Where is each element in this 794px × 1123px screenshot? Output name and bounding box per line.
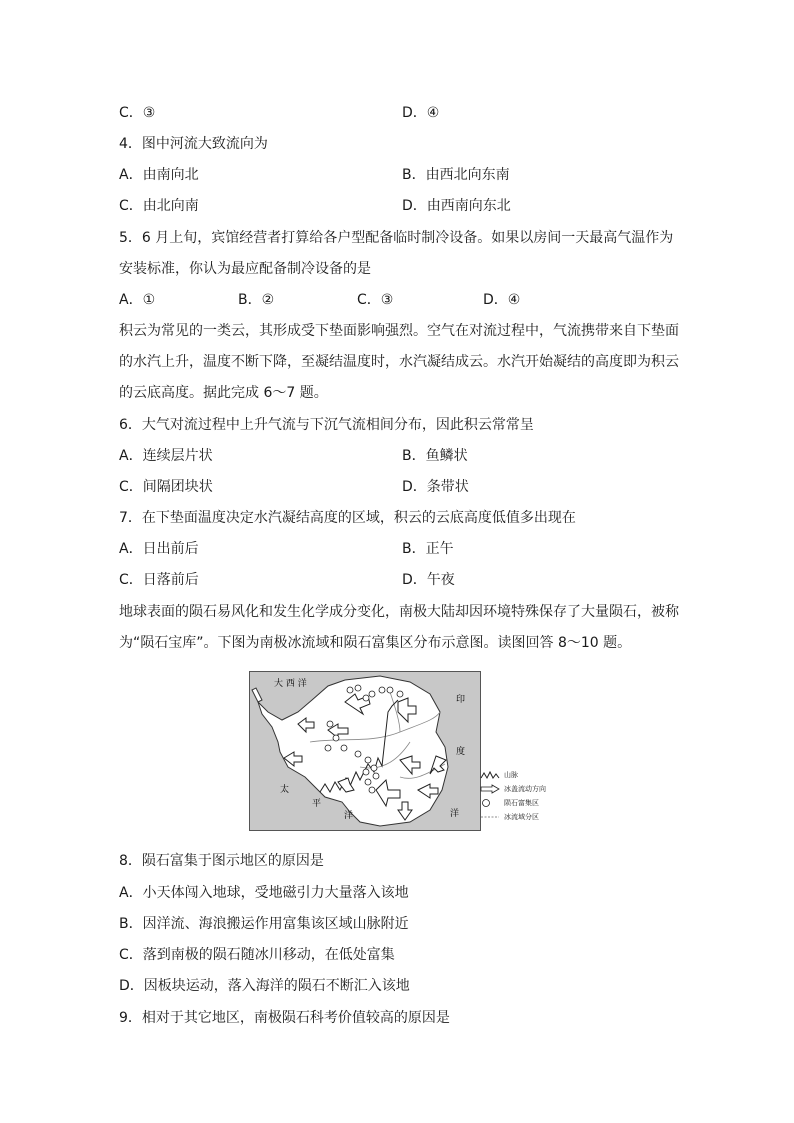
q3-option-d: D．④ [402,105,440,121]
label-pacific-2: 平 [312,799,322,809]
q8-option-c: C．落到南极的陨石随冰川移动，在低处富集 [119,947,395,963]
label-indian-3: 洋 [450,809,460,819]
q5-option-a: A．① [119,292,156,308]
legend-meteorite [480,798,539,808]
q3-option-c: C．③ [119,105,156,121]
label-pacific-1: 太 [280,785,290,795]
legend-basin-label: 冰流域分区 [504,813,539,821]
q6-option-d: D．条带状 [402,479,469,495]
label-indian-1: 印 [456,695,466,705]
passage2-line1: 地球表面的陨石易风化和发生化学成分变化，南极大陆却因环境特殊保存了大量陨石，被称 [119,604,679,620]
q5-option-d: D．④ [483,292,521,308]
dashed-line-icon [480,812,500,822]
antarctica-map-figure [249,671,481,831]
legend-basin [480,812,539,822]
q5-option-b: B．② [238,292,275,308]
q8-stem: 8．陨石富集于图示地区的原因是 [119,853,324,869]
q6-stem: 6．大气对流过程中上升气流与下沉气流相间分布，因此积云常常呈 [119,417,534,433]
passage1-line1: 积云为常见的一类云，其形成受下垫面影响强烈。空气在对流过程中，气流携带来自下垫面 [119,323,679,339]
arrow-right-icon [480,784,500,794]
q7-option-b: B．正午 [402,541,454,557]
q5-option-c: C．③ [357,292,394,308]
q9-stem: 9．相对于其它地区，南极陨石科考价值较高的原因是 [119,1010,450,1026]
legend-mountain [480,770,518,780]
passage2-line2: 为“陨石宝库”。下图为南极冰流域和陨石富集区分布示意图。读图回答 8～10 题。 [119,635,632,651]
q4-option-a: A．由南向北 [119,167,199,183]
q7-option-c: C．日落前后 [119,572,199,588]
legend-flow [480,784,546,794]
q8-option-b: B．因洋流、海浪搬运作用富集该区域山脉附近 [119,916,409,932]
q7-option-d: D．午夜 [402,572,455,588]
label-atlantic: 大 西 洋 [274,679,307,689]
antarctica-map-svg [250,672,480,830]
map-legend [480,770,590,830]
mountain-icon [480,770,500,780]
passage1-line3: 的云底高度。据此完成 6～7 题。 [119,385,328,401]
q4-option-b: B．由西北向东南 [402,167,510,183]
q5-stem-line1: 5．6 月上旬，宾馆经营者打算给各户型配备临时制冷设备。如果以房间一天最高气温作为 [119,230,674,246]
q6-option-b: B．鱼鳞状 [402,448,468,464]
q4-stem: 4．图中河流大致流向为 [119,136,268,152]
q8-option-a: A．小天体闯入地球，受地磁引力大量落入该地 [119,885,409,901]
label-indian-2: 度 [456,747,466,757]
antarctic-peninsula-shape [252,688,262,702]
q7-option-a: A．日出前后 [119,541,199,557]
q6-option-a: A．连续层片状 [119,448,213,464]
passage1-line2: 的水汽上升，温度不断下降，至凝结温度时，水汽凝结成云。水汽开始凝结的高度即为积云 [119,354,679,370]
legend-meteorite-label: 陨石富集区 [504,799,539,807]
q6-option-c: C．间隔团块状 [119,479,213,495]
legend-flow-label: 冰盖流动方向 [504,785,546,793]
q5-stem-line2: 安装标准，你认为最应配备制冷设备的是 [119,261,371,277]
q4-option-d: D．由西南向东北 [402,198,511,214]
q7-stem: 7．在下垫面温度决定水汽凝结高度的区域，积云的云底高度低值多出现在 [119,510,576,526]
q4-option-c: C．由北向南 [119,198,199,214]
legend-mountain-label: 山脉 [504,771,518,779]
circle-icon [480,798,500,808]
label-pacific-3: 洋 [344,811,354,821]
q8-option-d: D．因板块运动，落入海洋的陨石不断汇入该地 [119,978,410,994]
